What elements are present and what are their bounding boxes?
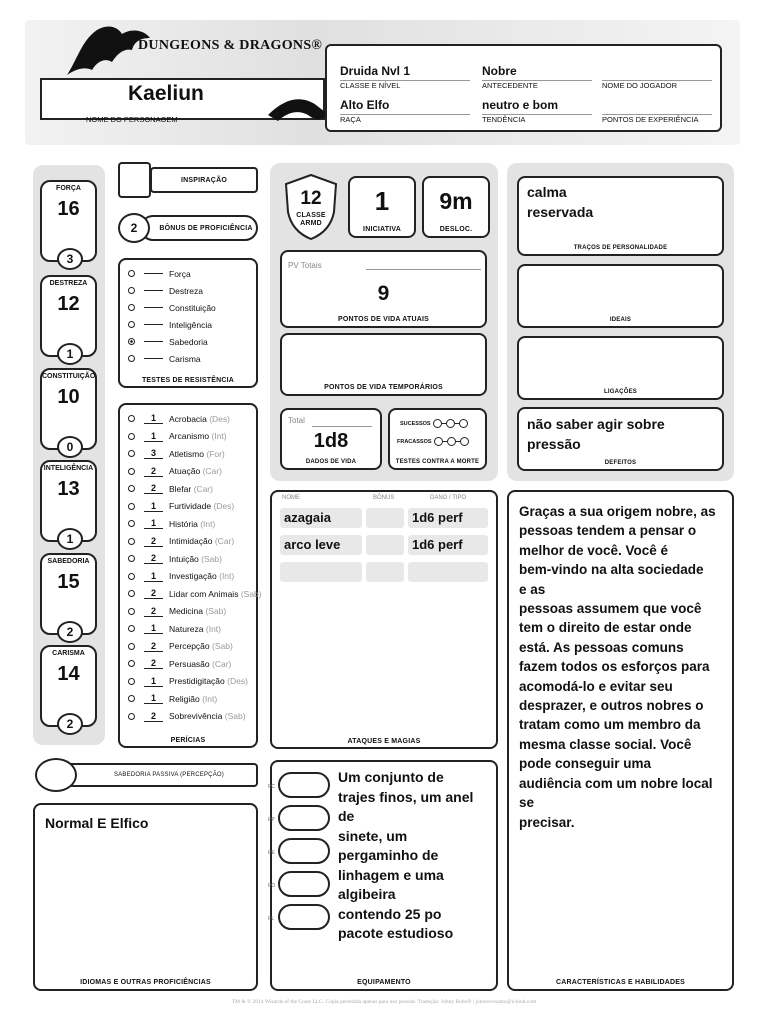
skills-box xyxy=(118,403,262,748)
skill-row[interactable] xyxy=(128,445,225,462)
skill-row[interactable] xyxy=(128,410,230,427)
death-successes-row xyxy=(400,419,468,428)
attack-damage[interactable]: 1d6 perf xyxy=(408,535,488,555)
skill-name: Atuação xyxy=(169,466,201,476)
skill-attr: (Int) xyxy=(200,518,216,529)
xp-value[interactable] xyxy=(602,98,712,115)
flaw-line-2[interactable]: pressão xyxy=(527,436,581,452)
equipment-line: de xyxy=(338,808,355,824)
skill-proficiency-toggle[interactable] xyxy=(128,678,135,685)
skill-proficiency-toggle[interactable] xyxy=(128,415,135,422)
attack-bonus[interactable] xyxy=(366,535,404,555)
attribute-modifier[interactable]: 0 xyxy=(57,436,83,458)
feature-line: pessoas assumem que você xyxy=(519,601,702,617)
languages-box xyxy=(33,803,258,991)
saving-throws-box xyxy=(118,258,258,388)
info-field-race xyxy=(340,98,470,124)
info-field-background xyxy=(482,64,592,90)
feature-line: tem o direito de estar onde xyxy=(519,620,692,636)
hit-dice-value[interactable]: 1d8 xyxy=(313,430,349,452)
save-name: Sabedoria xyxy=(169,336,208,347)
character-name-label: NOME DO PERSONAGEM xyxy=(86,115,178,124)
speed-value[interactable]: 9m xyxy=(439,188,473,214)
hp-max-label: PV Totais xyxy=(288,261,322,270)
skill-value[interactable]: 1 xyxy=(144,501,163,512)
skill-proficiency-toggle[interactable] xyxy=(128,625,135,632)
feature-line: acomodá-lo e evitar seu xyxy=(519,678,673,694)
skill-attr: (Sab) xyxy=(240,588,262,599)
passive-perception-field xyxy=(60,763,258,787)
class-level-label: CLASSE E NÍVEL xyxy=(340,81,401,90)
xp-label: PONTOS DE EXPERIÊNCIA xyxy=(602,115,699,124)
background-value[interactable]: Nobre xyxy=(482,64,592,81)
feature-line: bem-vindo na alta sociedade xyxy=(519,562,704,578)
skill-proficiency-toggle[interactable] xyxy=(128,503,135,510)
save-name: Força xyxy=(169,268,191,279)
feature-line: pode conseguir uma xyxy=(519,756,652,772)
skill-row[interactable] xyxy=(128,480,213,497)
skill-proficiency-toggle[interactable] xyxy=(128,695,135,702)
coin-pl-label: PL xyxy=(268,916,275,922)
proficiency-label: BÔNUS DE PROFICIÊNCIA xyxy=(159,225,253,232)
skill-name: Sobrevivência xyxy=(169,711,223,721)
skill-row[interactable] xyxy=(128,515,215,532)
ideals-box xyxy=(517,264,724,328)
skill-value[interactable]: 1 xyxy=(144,431,163,442)
death-success-2[interactable] xyxy=(446,419,455,428)
hit-dice-total-label: Total xyxy=(288,416,305,425)
flaws-box xyxy=(517,407,724,471)
equipment-line: pacote estudioso xyxy=(338,925,454,941)
initiative-box xyxy=(348,176,416,238)
save-row-intelligence[interactable] xyxy=(128,316,212,333)
coin-pe-field[interactable] xyxy=(278,838,330,864)
skill-name: História xyxy=(169,518,198,529)
equipment-label: EQUIPAMENTO xyxy=(357,979,411,986)
hit-dice-total-line[interactable] xyxy=(312,426,372,427)
skill-proficiency-toggle[interactable] xyxy=(128,590,135,597)
save-value[interactable] xyxy=(144,273,163,274)
attack-col-damage: DANO / TIPO xyxy=(430,495,467,501)
features-box xyxy=(507,490,734,991)
death-failure-1[interactable] xyxy=(434,437,443,446)
attribute-modifier[interactable]: 2 xyxy=(57,713,83,735)
save-value[interactable] xyxy=(144,341,163,342)
attribute-name: CONSTITUIÇÃO xyxy=(42,373,96,380)
info-field-player xyxy=(602,64,712,90)
personality-traits-box xyxy=(517,176,724,256)
skill-row[interactable] xyxy=(128,585,262,602)
flaws-label: DEFEITOS xyxy=(604,460,637,466)
feature-line: pessoas tendem a pensar o xyxy=(519,523,697,539)
save-value[interactable] xyxy=(144,307,163,308)
skill-name: Lidar com Animais xyxy=(169,588,239,599)
class-level-value[interactable]: Druida Nvl 1 xyxy=(340,64,470,81)
death-saves-box xyxy=(388,408,487,470)
skill-attr: (Car) xyxy=(202,466,222,476)
hp-max-input[interactable] xyxy=(366,258,481,270)
bonds-label: LIGAÇÕES xyxy=(604,389,637,395)
attribute-score[interactable]: 15 xyxy=(57,571,80,593)
skill-value[interactable]: 2 xyxy=(144,588,163,599)
skill-value[interactable]: 1 xyxy=(144,413,163,424)
attribute-name: INTELIGÊNCIA xyxy=(43,465,94,472)
languages-text[interactable]: Normal E Elfico xyxy=(45,815,149,831)
proficiency-field xyxy=(140,215,258,241)
save-value[interactable] xyxy=(144,324,163,325)
attribute-score[interactable]: 14 xyxy=(57,663,80,685)
skill-value[interactable]: 2 xyxy=(144,553,163,564)
attribute-wisdom xyxy=(40,553,97,639)
skill-proficiency-toggle[interactable] xyxy=(128,538,135,545)
armor-class-value[interactable]: 12 xyxy=(300,188,322,209)
personality-trait-2[interactable]: reservada xyxy=(527,204,594,220)
speed-label: DESLOC. xyxy=(439,226,473,233)
feature-line: Graças a sua origem nobre, as xyxy=(519,504,716,519)
death-success-3[interactable] xyxy=(459,419,468,428)
skill-row[interactable] xyxy=(128,708,246,725)
skill-value[interactable]: 3 xyxy=(144,448,163,459)
equipment-text[interactable] xyxy=(338,768,490,944)
feature-line: e as xyxy=(519,581,546,597)
equipment-line: linhagem e uma xyxy=(338,866,444,883)
attribute-charisma xyxy=(40,645,97,731)
skill-value[interactable]: 2 xyxy=(144,711,163,722)
skill-value[interactable]: 1 xyxy=(144,623,163,634)
skill-value[interactable]: 2 xyxy=(144,483,163,494)
equipment-line: pergaminho de xyxy=(338,847,439,863)
coin-pe-label: PE xyxy=(268,850,275,856)
skill-proficiency-toggle[interactable] xyxy=(128,485,135,492)
save-name: Destreza xyxy=(169,285,204,296)
skill-value[interactable]: 2 xyxy=(144,641,163,652)
attribute-name: CARISMA xyxy=(52,650,85,657)
attribute-name: SABEDORIA xyxy=(47,558,90,565)
coin-pc-label: PC xyxy=(268,784,275,790)
proficiency-value[interactable]: 2 xyxy=(118,213,150,243)
skill-row[interactable] xyxy=(128,690,217,707)
coin-pc-field[interactable] xyxy=(278,772,330,798)
attribute-score[interactable]: 16 xyxy=(57,198,80,220)
attribute-modifier[interactable]: 1 xyxy=(57,343,83,365)
skill-value[interactable]: 1 xyxy=(144,571,163,582)
alignment-label: TENDÊNCIA xyxy=(482,115,526,124)
save-proficiency-toggle[interactable] xyxy=(128,321,135,328)
skill-name: Percepção xyxy=(169,641,210,651)
initiative-value[interactable]: 1 xyxy=(374,186,390,216)
race-label: RAÇA xyxy=(340,115,361,124)
skill-proficiency-toggle[interactable] xyxy=(128,450,135,457)
skill-name: Intuição xyxy=(169,553,199,564)
skill-row[interactable] xyxy=(128,463,222,480)
coin-pl-field[interactable] xyxy=(278,904,330,930)
skill-proficiency-toggle[interactable] xyxy=(128,608,135,615)
skill-name: Arcanismo xyxy=(169,431,210,441)
skill-attr: (Car) xyxy=(212,658,232,669)
death-success-1[interactable] xyxy=(433,419,442,428)
armor-class-label: CLASSE ARMD xyxy=(296,212,326,227)
inspiration-field xyxy=(150,167,258,193)
inspiration-label: INSPIRAÇÃO xyxy=(181,177,227,184)
skill-name: Investigação xyxy=(169,571,217,581)
brand-logo: DUNGEONS & DRAGONS® xyxy=(138,38,323,53)
temp-hp-label: PONTOS DE VIDA TEMPORÁRIOS xyxy=(324,384,443,391)
current-hp-box xyxy=(280,250,487,328)
skill-value[interactable]: 2 xyxy=(144,466,163,477)
player-name-label: NOME DO JOGADOR xyxy=(602,81,678,90)
skill-attr: (Int) xyxy=(202,693,218,704)
attribute-dexterity xyxy=(40,275,97,361)
equipment-line: trajes finos, um anel xyxy=(338,788,474,805)
skill-row[interactable] xyxy=(128,550,222,567)
attack-damage[interactable] xyxy=(408,562,488,582)
feature-line: desprazer, e outros nobres o xyxy=(519,698,704,714)
info-field-class xyxy=(340,64,470,90)
coin-po-label: PO xyxy=(268,883,276,889)
equipment-line: Um conjunto de xyxy=(338,769,444,785)
skill-row[interactable] xyxy=(128,673,248,690)
hp-current-label: PONTOS DE VIDA ATUAIS xyxy=(338,316,429,323)
equipment-line: algibeira xyxy=(338,886,396,902)
feature-line: mesma classe social. Você xyxy=(519,736,692,752)
skill-attr: (Int) xyxy=(211,431,227,441)
attribute-score[interactable]: 10 xyxy=(57,386,80,408)
death-saves-label: TESTES CONTRA A MORTE xyxy=(395,459,480,465)
skill-attr: (Sab) xyxy=(212,641,233,651)
languages-label: IDIOMAS E OUTRAS PROFICIÊNCIAS xyxy=(80,979,211,986)
attribute-modifier[interactable]: 2 xyxy=(57,621,83,643)
skill-row[interactable] xyxy=(128,655,231,672)
attack-name[interactable] xyxy=(280,562,362,582)
skill-name: Intimidação xyxy=(169,536,213,546)
attack-bonus[interactable] xyxy=(366,508,404,528)
hit-dice-label: DADOS DE VIDA xyxy=(305,459,357,465)
save-proficiency-toggle[interactable] xyxy=(128,355,135,362)
save-name: Inteligência xyxy=(169,319,213,330)
skill-proficiency-toggle[interactable] xyxy=(128,520,135,527)
inspiration-value-box[interactable] xyxy=(118,162,151,198)
save-name: Constituição xyxy=(169,302,216,313)
attacks-label: ATAQUES E MAGIAS xyxy=(347,738,421,745)
skill-row[interactable] xyxy=(128,498,234,515)
passive-perception-value[interactable] xyxy=(35,758,77,792)
skill-attr: (Sab) xyxy=(201,553,222,564)
footer-copyright: TM & © 2014 Wizards of the Coast LLC. Cópia permitida apenas para uso pessoal. Tradução: Johny Bobo® | jotonovosanto@icloud.com xyxy=(231,999,537,1005)
features-label: CARACTERÍSTICAS E HABILIDADES xyxy=(555,979,686,986)
saving-throws-label: TESTES DE RESISTÊNCIA xyxy=(141,377,235,384)
skill-row[interactable] xyxy=(128,533,234,550)
feature-line: se xyxy=(519,795,535,811)
save-value[interactable] xyxy=(144,358,163,359)
attribute-modifier[interactable]: 3 xyxy=(57,248,83,270)
initiative-label: INICIATIVA xyxy=(363,226,401,233)
skill-attr: (Des) xyxy=(209,413,230,424)
skill-name: Acrobacia xyxy=(169,413,207,424)
character-name[interactable]: Kaeliun xyxy=(128,82,204,105)
passive-perception-label: SABEDORIA PASSIVA (PERCEPÇÃO) xyxy=(114,772,224,778)
skill-name: Natureza xyxy=(169,623,204,634)
skill-name: Blefar xyxy=(169,483,192,494)
feature-line: precisar. xyxy=(519,814,575,830)
coin-po-field[interactable] xyxy=(278,871,330,897)
skill-value[interactable]: 2 xyxy=(144,606,163,617)
successes-label: SUCESSOS xyxy=(400,420,431,427)
hit-dice-box xyxy=(280,408,382,470)
skills-label: PERÍCIAS xyxy=(170,737,206,744)
skill-row[interactable] xyxy=(128,620,221,637)
skill-name: Atletismo xyxy=(169,448,204,459)
skill-name: Furtividade xyxy=(169,501,212,511)
skill-row[interactable] xyxy=(128,638,233,655)
skill-attr: (Des) xyxy=(227,676,248,686)
save-value[interactable] xyxy=(144,290,163,291)
coin-pp-field[interactable] xyxy=(278,805,330,831)
skill-name: Prestidigitação xyxy=(169,676,225,686)
failures-label: FRACASSOS xyxy=(397,438,432,445)
save-proficiency-toggle[interactable] xyxy=(128,287,135,294)
info-field-alignment xyxy=(482,98,592,124)
skill-row[interactable] xyxy=(128,428,227,445)
skill-proficiency-toggle[interactable] xyxy=(128,573,135,580)
attack-col-name: NOME xyxy=(282,495,300,501)
flaw-line-1[interactable]: não saber agir sobre xyxy=(527,416,665,432)
equipment-line: contendo 25 po xyxy=(338,905,442,922)
skill-proficiency-toggle[interactable] xyxy=(128,468,135,475)
skill-proficiency-toggle[interactable] xyxy=(128,555,135,562)
skill-proficiency-toggle[interactable] xyxy=(128,433,135,440)
attack-name[interactable]: azagaia xyxy=(280,508,362,528)
skill-attr: (Sab) xyxy=(205,606,227,616)
ideals-label: IDEAIS xyxy=(609,317,632,323)
features-text[interactable] xyxy=(519,502,734,832)
speed-box xyxy=(422,176,490,238)
feature-line: tratam como um membro da xyxy=(519,717,701,733)
attack-bonus[interactable] xyxy=(366,562,404,582)
race-value[interactable]: Alto Elfo xyxy=(340,98,470,115)
skill-proficiency-toggle[interactable] xyxy=(128,713,135,720)
attribute-score[interactable]: 13 xyxy=(57,478,80,500)
skill-attr: (Sab) xyxy=(224,711,246,721)
skill-attr: (Des) xyxy=(213,501,235,511)
attack-name[interactable]: arco leve xyxy=(280,535,362,555)
attacks-box xyxy=(270,490,498,749)
feature-line: melhor de você. Você é xyxy=(519,542,669,558)
save-proficiency-toggle[interactable] xyxy=(128,338,135,345)
attribute-score[interactable]: 12 xyxy=(57,293,80,315)
skill-value[interactable]: 2 xyxy=(144,536,163,547)
info-field-xp xyxy=(602,98,712,124)
save-proficiency-toggle[interactable] xyxy=(128,270,135,277)
skill-attr: (Car) xyxy=(193,483,213,494)
temp-hp-box xyxy=(280,333,487,396)
skill-attr: (Int) xyxy=(219,571,235,581)
save-name: Carisma xyxy=(169,353,201,364)
coin-pp-label: PP xyxy=(268,817,275,823)
skill-row[interactable] xyxy=(128,568,234,585)
attribute-strength xyxy=(40,180,97,266)
skill-value[interactable]: 1 xyxy=(144,518,163,529)
dragon-tail-icon xyxy=(268,95,330,125)
personality-traits-label: TRAÇOS DE PERSONALIDADE xyxy=(573,245,668,251)
death-failure-3[interactable] xyxy=(460,437,469,446)
skill-value[interactable]: 1 xyxy=(144,693,163,704)
skill-proficiency-toggle[interactable] xyxy=(128,660,135,667)
attribute-modifier[interactable]: 1 xyxy=(57,528,83,550)
skill-value[interactable]: 2 xyxy=(144,658,163,669)
attribute-name: DESTREZA xyxy=(49,280,88,287)
save-row-strength[interactable] xyxy=(128,265,191,282)
attack-col-bonus: BÔNUS xyxy=(373,495,395,501)
hp-current-value[interactable]: 9 xyxy=(377,282,390,305)
personality-trait-1[interactable]: calma xyxy=(527,184,567,200)
save-row-constitution[interactable] xyxy=(128,299,216,316)
skill-attr: (Int) xyxy=(205,623,221,634)
death-failure-2[interactable] xyxy=(447,437,456,446)
player-name-value[interactable] xyxy=(602,64,712,81)
feature-line: está. As pessoas comuns xyxy=(519,639,684,655)
equipment-line: sinete, um xyxy=(338,827,408,844)
skill-row[interactable] xyxy=(128,603,226,620)
skill-attr: (For) xyxy=(206,448,225,459)
skill-attr: (Car) xyxy=(214,536,235,546)
death-failures-row xyxy=(397,437,469,446)
alignment-value[interactable]: neutro e bom xyxy=(482,98,592,115)
skill-name: Medicina xyxy=(169,606,204,616)
attack-damage[interactable]: 1d6 perf xyxy=(408,508,488,528)
skill-name: Religião xyxy=(169,693,200,704)
bonds-box xyxy=(517,336,724,400)
save-proficiency-toggle[interactable] xyxy=(128,304,135,311)
save-row-charisma[interactable] xyxy=(128,350,201,367)
skill-value[interactable]: 1 xyxy=(144,676,163,687)
attribute-intelligence xyxy=(40,460,97,546)
feature-line: audiência com um nobre local xyxy=(519,775,713,791)
attribute-constitution xyxy=(40,368,97,454)
save-row-dexterity[interactable] xyxy=(128,282,203,299)
save-row-wisdom[interactable] xyxy=(128,333,208,350)
attribute-name: FORÇA xyxy=(56,185,81,192)
feature-line: fazem todos os esforços para xyxy=(519,659,710,675)
skill-proficiency-toggle[interactable] xyxy=(128,643,135,650)
background-label: ANTECEDENTE xyxy=(482,81,538,90)
skill-name: Persuasão xyxy=(169,658,210,669)
